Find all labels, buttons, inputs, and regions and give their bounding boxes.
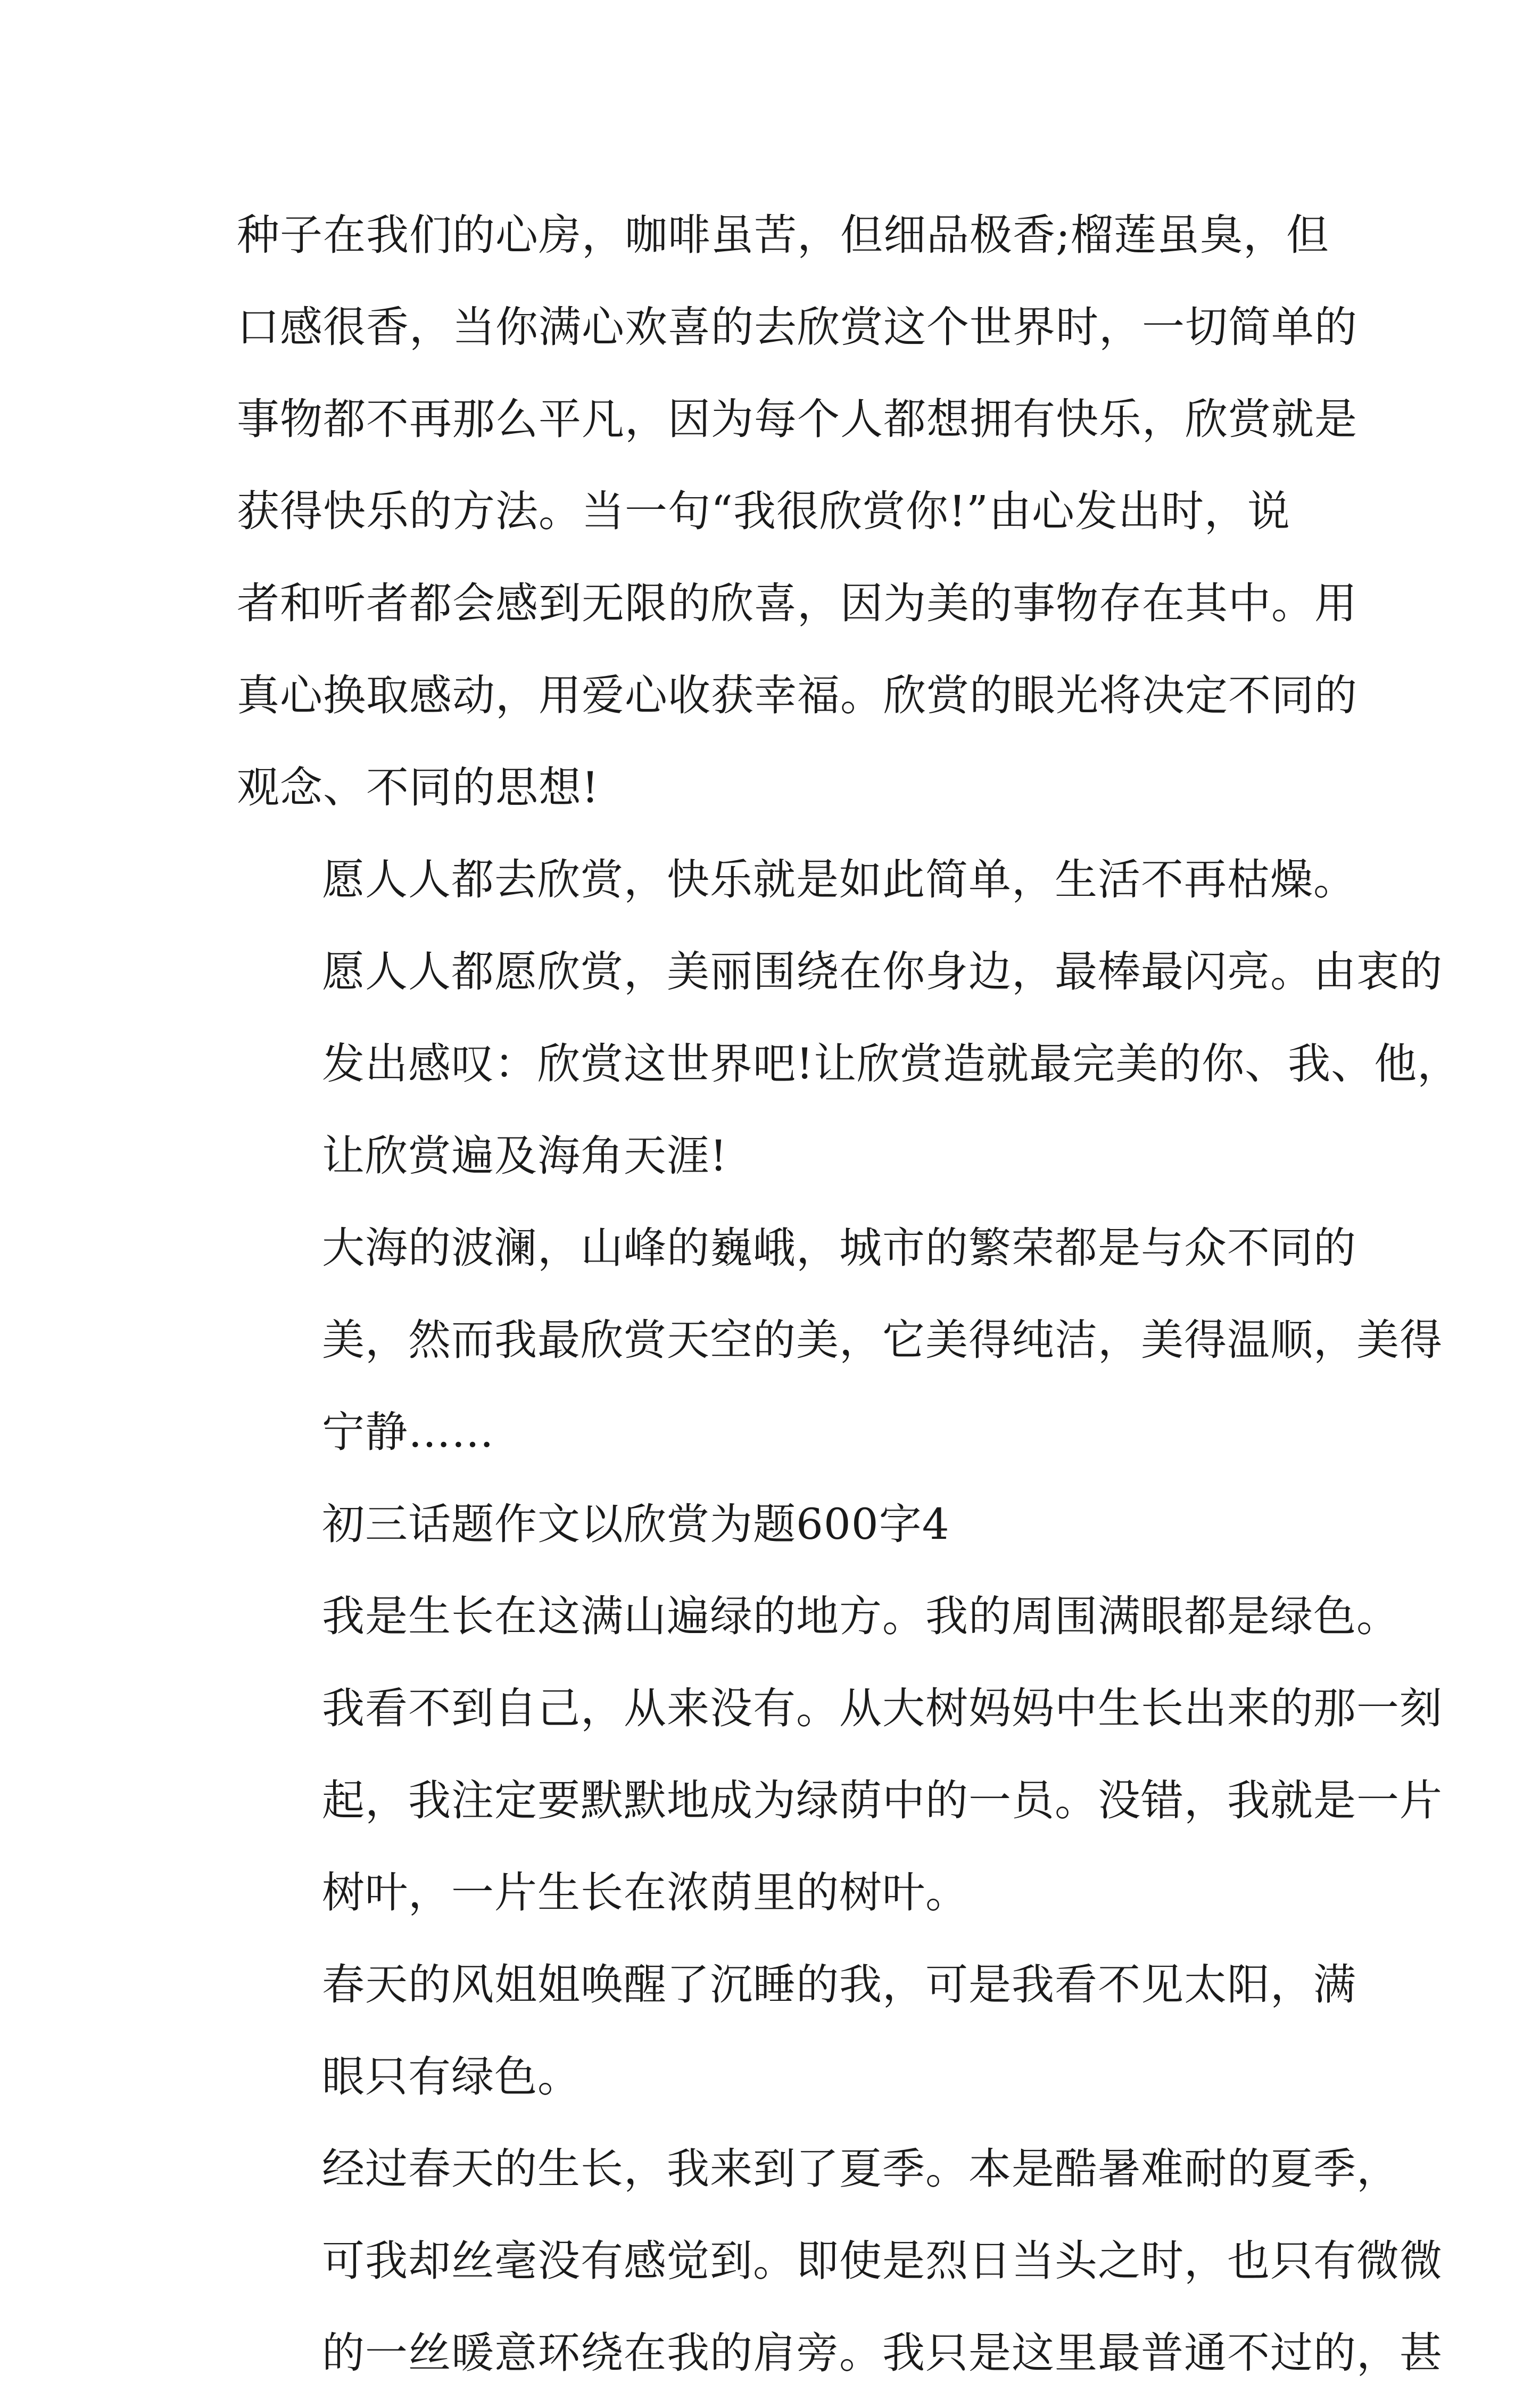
- article-body: [237, 189, 1461, 2399]
- text-line: 获得快乐的方法。当一句“我很欣赏你!”由心发出时，说: [237, 487, 1290, 536]
- paragraph: [237, 1939, 1356, 2123]
- text-line: 愿人人都愿欣赏，美丽围绕在你身边，最棒最闪亮。由衷的: [322, 947, 1443, 996]
- text-line: 的一丝暖意环绕在我的肩旁。我只是这里最普通不过的，甚: [322, 2328, 1443, 2378]
- text-line: 者和听者都会感到无限的欣喜，因为美的事物存在其中。用: [237, 579, 1357, 628]
- text-line: 观念、不同的思想!: [237, 763, 600, 812]
- text-line: 愿人人都去欣赏，快乐就是如此简单，生活不再枯燥。: [322, 855, 1356, 904]
- paragraph: [237, 2123, 1443, 2399]
- text-line: 美，然而我最欣赏天空的美，它美得纯洁，美得温顺，美得: [322, 1315, 1443, 1365]
- text-line: 种子在我们的心房，咖啡虽苦，但细品极香;榴莲虽臭，但: [237, 210, 1329, 260]
- text-line: 经过春天的生长，我来到了夏季。本是酷暑难耐的夏季，: [322, 2144, 1400, 2194]
- paragraph: [237, 189, 1357, 834]
- text-line: 我是生长在这满山遍绿的地方。我的周围满眼都是绿色。: [322, 1592, 1400, 1641]
- text-line: 眼只有绿色。: [322, 2052, 581, 2101]
- text-line: 真心换取感动，用爱心收获幸福。欣赏的眼光将决定不同的: [237, 671, 1357, 720]
- text-line: 春天的风姐姐唤醒了沉睡的我，可是我看不见太阳，满: [322, 1960, 1356, 2009]
- section-heading: [237, 1478, 1322, 1570]
- text-line: 可我却丝毫没有感觉到。即使是烈日当头之时，也只有微微: [322, 2236, 1443, 2286]
- text-line: 让欣赏遍及海角天涯!: [322, 1131, 728, 1181]
- text-line: 发出感叹：欣赏这世界吧!让欣赏造就最完美的你、我、他，: [322, 1039, 1461, 1089]
- text-line: 树叶，一片生长在浓荫里的树叶。: [322, 1868, 968, 1917]
- text-line: 我看不到自己，从来没有。从大树妈妈中生长出来的那一刻: [322, 1684, 1443, 1733]
- text-line: 初三话题作文以欣赏为题600字4: [322, 1499, 950, 1549]
- paragraph: [237, 1202, 1443, 1478]
- text-line: 事物都不再那么平凡，因为每个人都想拥有快乐，欣赏就是: [237, 394, 1357, 444]
- text-line: 起，我注定要默默地成为绿荫中的一员。没错，我就是一片: [322, 1776, 1443, 1825]
- text-line: 宁静……: [322, 1407, 494, 1457]
- text-line: 大海的波澜，山峰的巍峨，城市的繁荣都是与众不同的: [322, 1223, 1356, 1273]
- text-line: 口感很香，当你满心欢喜的去欣赏这个世界时，一切简单的: [237, 302, 1357, 352]
- paragraph: [237, 834, 1461, 1202]
- paragraph: [237, 1570, 1443, 1939]
